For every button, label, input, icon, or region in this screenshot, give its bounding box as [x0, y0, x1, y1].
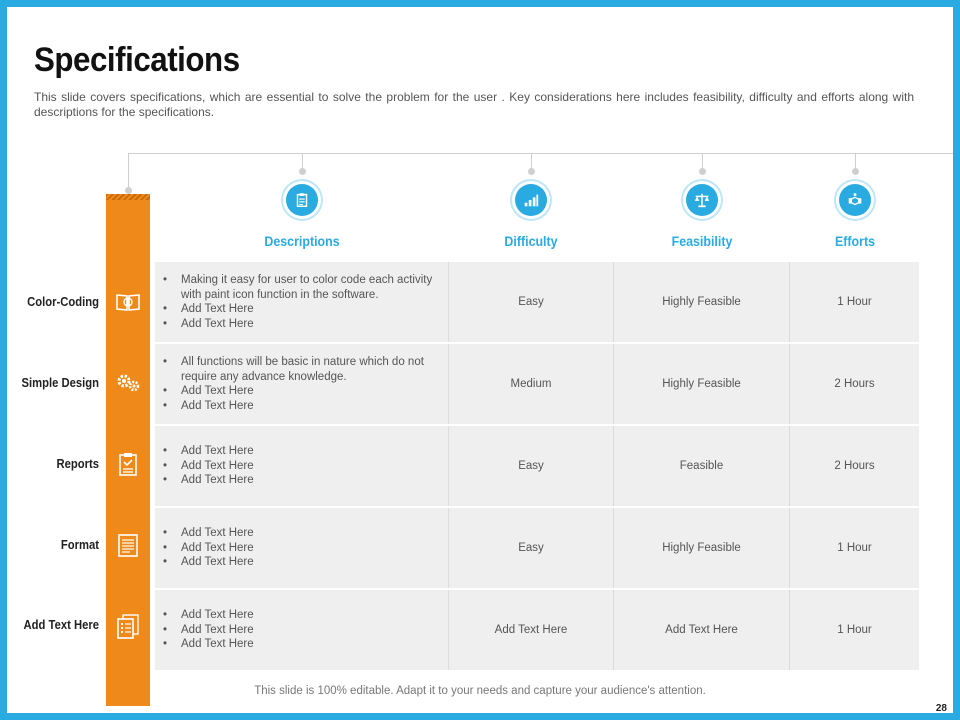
feasibility-cell: Feasible: [614, 426, 790, 506]
feasibility-cell: Highly Feasible: [614, 262, 790, 342]
difficulty-cell: Easy: [449, 262, 614, 342]
bullet-item: • Add Text Here: [181, 473, 254, 488]
connector-dot: [528, 168, 535, 175]
column-header-efforts: Efforts: [834, 234, 876, 249]
row-label: Add Text Here: [23, 618, 100, 632]
connector-line: [128, 153, 960, 154]
row-label: Format: [60, 538, 99, 552]
table-row: [155, 344, 919, 426]
table-row: [155, 590, 919, 672]
description-cell: [155, 262, 449, 342]
difficulty-cell: Easy: [449, 426, 614, 506]
description-cell: [155, 590, 449, 670]
bullet-item: • Add Text Here: [181, 459, 254, 474]
handshake-icon: [839, 184, 871, 216]
bullet-item: • Add Text Here: [181, 384, 448, 399]
connector-dot: [852, 168, 859, 175]
row-label: Simple Design: [21, 376, 99, 390]
column-header-feasibility: Feasibility: [671, 234, 733, 249]
checklist-icon: [111, 447, 145, 481]
table-row: [155, 262, 919, 344]
scale-icon: [686, 184, 718, 216]
feasibility-cell: Highly Feasible: [614, 344, 790, 424]
document-icon: [111, 528, 145, 562]
connector-dot: [699, 168, 706, 175]
difficulty-cell: Easy: [449, 508, 614, 588]
efforts-cell: 1 Hour: [837, 624, 872, 636]
bullet-item: • Add Text Here: [181, 555, 254, 570]
efforts-cell: 1 Hour: [837, 296, 872, 308]
description-cell: [155, 508, 449, 588]
gears-icon: [111, 366, 145, 400]
bullet-item: • Add Text Here: [181, 302, 448, 317]
efforts-cell: 2 Hours: [834, 378, 875, 390]
bullet-item: • All functions will be basic in nature which do not require any advance knowledge.: [181, 355, 448, 384]
bullet-item: • Add Text Here: [181, 541, 254, 556]
bullet-item: • Add Text Here: [181, 637, 254, 652]
book-icon: [111, 285, 145, 319]
clipboard-icon: [286, 184, 318, 216]
page-subtitle: This slide covers specifications, which are essential to solve the problem for the user . Key considerations here includes feasibility, difficulty and efforts along with descriptions for the specifications.: [34, 90, 914, 119]
bullet-item: • Add Text Here: [181, 526, 254, 541]
table-row: [155, 426, 919, 508]
footer-note: This slide is 100% editable. Adapt it to your needs and capture your audience's attention.: [254, 685, 706, 697]
form-icon: [111, 609, 145, 643]
bullet-item: • Add Text Here: [181, 608, 254, 623]
bar-chart-icon: [515, 184, 547, 216]
feasibility-cell: Highly Feasible: [614, 508, 790, 588]
page-title: Specifications: [34, 41, 240, 79]
table-row: [155, 508, 919, 590]
efforts-cell: 1 Hour: [837, 542, 872, 554]
feasibility-cell: Add Text Here: [614, 590, 790, 670]
specifications-table: [155, 262, 919, 672]
description-cell: [155, 426, 449, 506]
connector-stub: [128, 153, 129, 190]
bullet-item: • Add Text Here: [181, 317, 448, 332]
column-header-descriptions: Descriptions: [264, 234, 340, 249]
ribbon-top-edge: [106, 194, 150, 200]
bullet-item: • Add Text Here: [181, 399, 448, 414]
efforts-cell: 2 Hours: [834, 460, 875, 472]
difficulty-cell: Medium: [449, 344, 614, 424]
row-label: Color-Coding: [27, 295, 100, 309]
bullet-item: • Add Text Here: [181, 444, 254, 459]
page-number: 28: [935, 703, 947, 714]
bullet-item: • Making it easy for user to color code each activity with paint icon function in the software.: [181, 273, 448, 302]
connector-dot: [299, 168, 306, 175]
description-cell: [155, 344, 449, 424]
connector-dot: [125, 187, 132, 194]
column-header-difficulty: Difficulty: [504, 234, 558, 249]
difficulty-cell: Add Text Here: [449, 590, 614, 670]
row-label: Reports: [56, 457, 99, 471]
bullet-item: • Add Text Here: [181, 623, 254, 638]
